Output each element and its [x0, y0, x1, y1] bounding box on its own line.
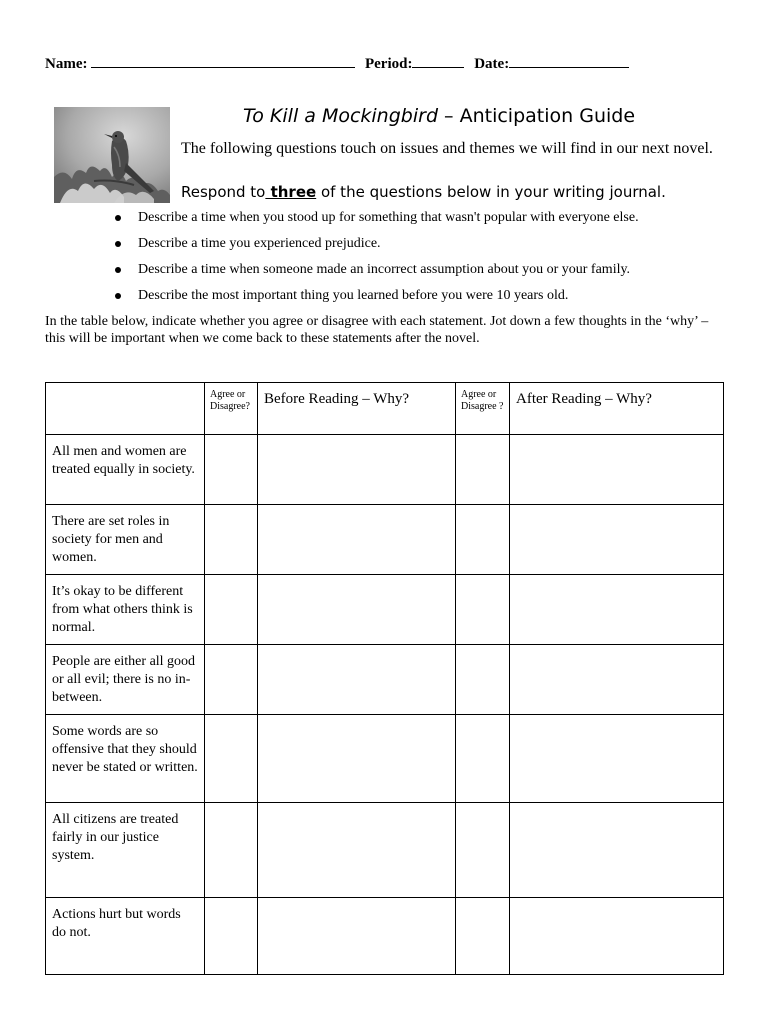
table-row — [46, 505, 724, 575]
student-info-line — [45, 54, 635, 73]
respond-instruction — [181, 183, 666, 201]
bullet-icon — [115, 241, 121, 247]
agree-before-cell[interactable] — [205, 645, 258, 715]
agree-after-cell[interactable] — [456, 803, 510, 898]
bullet-icon — [115, 215, 121, 221]
before-why-cell[interactable] — [258, 505, 456, 575]
statement-cell: There are set roles in society for men and women. — [46, 505, 205, 575]
anticipation-table — [45, 382, 724, 975]
table-row — [46, 803, 724, 898]
before-why-cell[interactable] — [258, 715, 456, 803]
agree-after-cell[interactable] — [456, 715, 510, 803]
agree-after-header: Agree or Disagree ? — [456, 383, 510, 435]
respond-emphasis: three — [265, 183, 317, 201]
statement-cell: It’s okay to be different from what others think is normal. — [46, 575, 205, 645]
before-why-cell[interactable] — [258, 898, 456, 975]
table-row — [46, 435, 724, 505]
agree-before-cell[interactable] — [205, 898, 258, 975]
prompt-text: Describe a time when you stood up for something that wasn't popular with everyone else. — [138, 210, 639, 225]
statement-cell: All men and women are treated equally in society. — [46, 435, 205, 505]
prompt-text: Describe a time when someone made an incorrect assumption about you or your family. — [138, 262, 631, 277]
bullet-icon — [115, 267, 121, 273]
statement-cell: Actions hurt but words do not. — [46, 898, 205, 975]
agree-before-cell[interactable] — [205, 575, 258, 645]
list-item — [110, 234, 639, 260]
date-label: Date: — [474, 56, 510, 72]
list-item — [110, 286, 639, 312]
respond-prefix: Respond to — [181, 183, 266, 201]
title-suffix: – Anticipation Guide — [438, 105, 636, 127]
agree-before-cell[interactable] — [205, 715, 258, 803]
intro-text: The following questions touch on issues and themes we will find in our next novel. — [181, 140, 713, 157]
prompt-list — [110, 208, 639, 312]
before-why-cell[interactable] — [258, 575, 456, 645]
after-reading-header: After Reading – Why? — [510, 383, 724, 435]
after-why-cell[interactable] — [510, 435, 724, 505]
table-row — [46, 575, 724, 645]
agree-after-cell[interactable] — [456, 898, 510, 975]
prompt-text: Describe a time you experienced prejudice. — [138, 236, 381, 251]
before-why-cell[interactable] — [258, 803, 456, 898]
after-why-cell[interactable] — [510, 715, 724, 803]
statement-cell: All citizens are treated fairly in our justice system. — [46, 803, 205, 898]
respond-suffix: of the questions below in your writing journal. — [316, 183, 666, 201]
agree-before-cell[interactable] — [205, 505, 258, 575]
book-title: To Kill a Mockingbird — [243, 105, 439, 127]
list-item — [110, 208, 639, 234]
period-blank[interactable] — [412, 54, 464, 68]
prompt-text: Describe the most important thing you learned before you were 10 years old. — [138, 288, 569, 303]
date-blank[interactable] — [509, 54, 629, 68]
after-why-cell[interactable] — [510, 505, 724, 575]
agree-before-cell[interactable] — [205, 435, 258, 505]
agree-after-cell[interactable] — [456, 505, 510, 575]
name-label: Name: — [45, 56, 88, 72]
table-instructions: In the table below, indicate whether you agree or disagree with each statement. Jot down a few thoughts in the ‘why’ – this will be important when we come back to these statements after the novel. — [45, 314, 709, 346]
agree-after-cell[interactable] — [456, 645, 510, 715]
statement-header-cell — [46, 383, 205, 435]
table-row — [46, 645, 724, 715]
before-why-cell[interactable] — [258, 645, 456, 715]
agree-after-cell[interactable] — [456, 575, 510, 645]
agree-before-cell[interactable] — [205, 803, 258, 898]
before-why-cell[interactable] — [258, 435, 456, 505]
table-row — [46, 715, 724, 803]
after-why-cell[interactable] — [510, 898, 724, 975]
period-label: Period: — [364, 56, 413, 72]
page-title — [243, 105, 635, 127]
before-reading-header: Before Reading – Why? — [258, 383, 456, 435]
agree-before-header: Agree or Disagree? — [205, 383, 258, 435]
statement-cell: People are either all good or all evil; there is no in-between. — [46, 645, 205, 715]
bullet-icon — [115, 293, 121, 299]
table-row — [46, 898, 724, 975]
after-why-cell[interactable] — [510, 575, 724, 645]
statement-cell: Some words are so offensive that they should never be stated or written. — [46, 715, 205, 803]
mockingbird-photo — [54, 107, 170, 203]
table-header-row — [46, 383, 724, 435]
after-why-cell[interactable] — [510, 803, 724, 898]
after-why-cell[interactable] — [510, 645, 724, 715]
name-blank[interactable] — [91, 54, 355, 68]
agree-after-cell[interactable] — [456, 435, 510, 505]
list-item — [110, 260, 639, 286]
